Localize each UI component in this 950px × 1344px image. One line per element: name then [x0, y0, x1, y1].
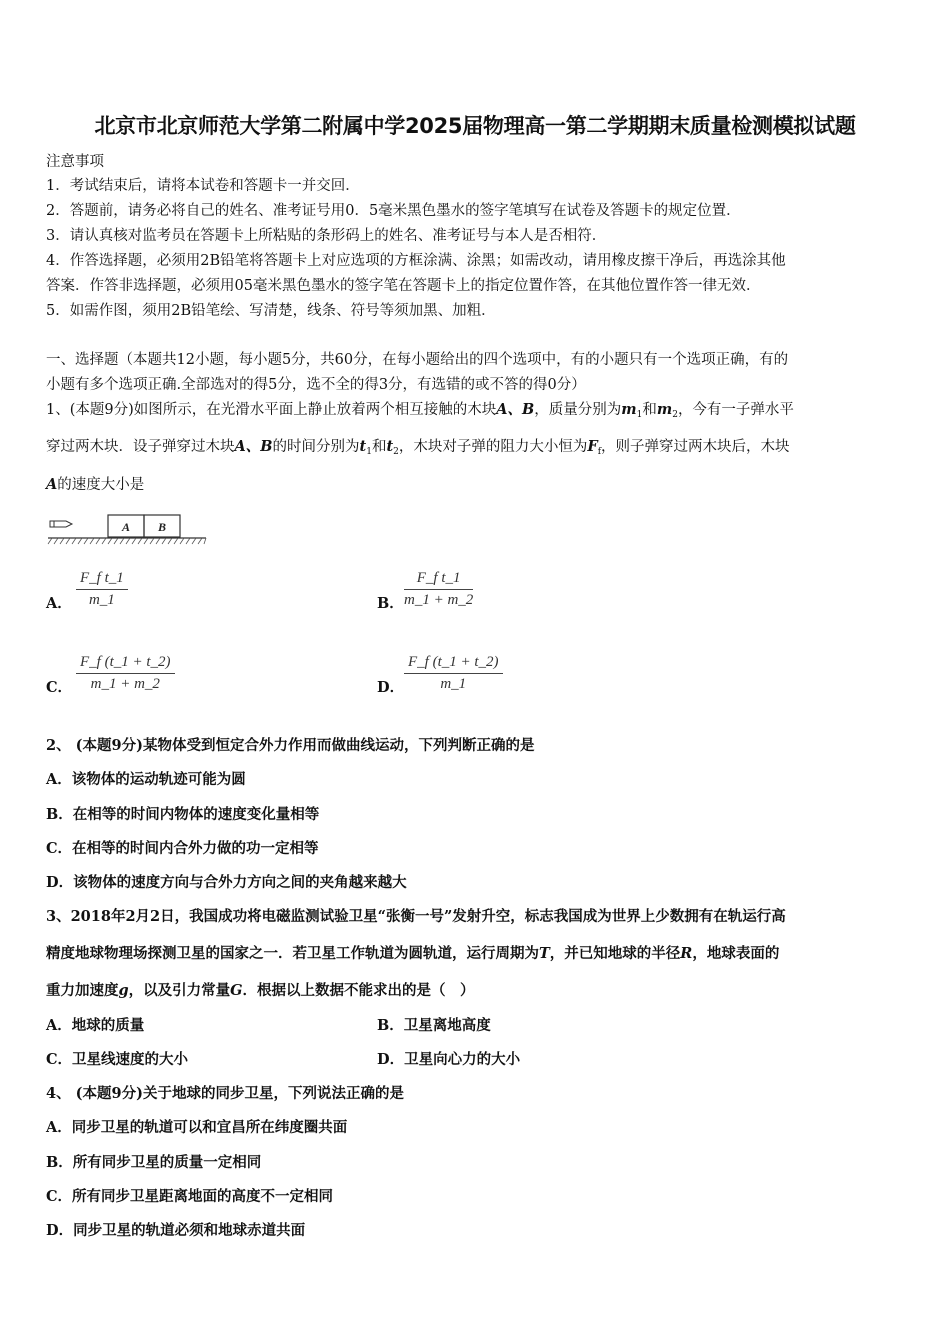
q2-stem: 2、 (本题9分)某物体受到恒定合外力作用而做曲线运动，下列判断正确的是 — [46, 737, 535, 754]
fraction-numerator: F_f t_1 — [80, 570, 124, 586]
page-title: 北京市北京师范大学第二附属中学2025届物理高一第二学期期末质量检测模拟试题 — [94, 114, 856, 138]
notice-item: 5．如需作图，须用2B铅笔绘、写清楚，线条、符号等须加黑、加粗． — [46, 303, 496, 319]
q1-stem-line2: 穿过两木块．设子弹穿过木块A、B的时间分别为$t_1$和$t_2$，木块对子弹的阻力大小恒为$F_f$，则子弹穿过两木块后，木块 — [46, 438, 790, 457]
q1-stem-line1: 1、(本题9分)如图所示，在光滑水平面上静止放着两个相互接触的木块A、B，质量分别为$m_1$和$m_2$，今有一子弹水平 — [46, 401, 794, 420]
block-a-label: A — [121, 520, 131, 534]
bullet-icon — [50, 521, 72, 527]
q4-option-c: C．所有同步卫星距离地面的高度不一定相同 — [46, 1188, 334, 1205]
q1-stem-line3: A的速度大小是 — [46, 476, 145, 493]
notice-item: 2．答题前，请务必将自己的姓名、准考证号用0．5毫米黑色墨水的签字笔填写在试卷及答题卡的规定位置． — [46, 203, 741, 219]
q2-option-b: B．在相等的时间内物体的速度变化量相等 — [46, 806, 320, 823]
fraction-numerator: F_f (t_1 + t_2) — [408, 654, 499, 670]
q3-option-d: D．卫星向心力的大小 — [377, 1051, 521, 1068]
ground-hatching — [48, 538, 206, 544]
q3-stem-line2: 精度地球物理场探测卫星的国家之一．若卫星工作轨道为圆轨道，运行周期为T，并已知地球的半径R，地球表面的 — [46, 945, 780, 962]
notice-item: 3．请认真核对监考员在答题卡上所粘贴的条形码上的姓名、准考证号与本人是否相符． — [46, 228, 607, 244]
notice-item: 4．作答选择题，必须用2B铅笔将答题卡上对应选项的方框涂满、涂黑；如需改动，请用橡皮擦干净后，再选涂其他 — [46, 253, 786, 269]
notice-item: 答案．作答非选择题，必须用05毫米黑色墨水的签字笔在答题卡上的指定位置作答，在其他位置作答一律无效． — [46, 278, 761, 294]
q1-option-d-formula — [404, 654, 503, 693]
q1-option-b-label: B． — [377, 595, 404, 612]
q3-option-a: A．地球的质量 — [46, 1017, 145, 1034]
block-b-label: B — [157, 520, 167, 534]
q2-option-d: D．该物体的速度方向与合外力方向之间的夹角越来越大 — [46, 874, 407, 891]
q1-option-c-formula — [76, 654, 175, 693]
q4-option-d: D．同步卫星的轨道必须和地球赤道共面 — [46, 1222, 306, 1239]
q2-option-a: A．该物体的运动轨迹可能为圆 — [46, 771, 246, 788]
q3-option-c: C．卫星线速度的大小 — [46, 1051, 189, 1068]
notice-item: 1．考试结束后，请将本试卷和答题卡一并交回． — [46, 178, 360, 194]
section-heading-line1: 一、选择题（本题共12小题，每小题5分，共60分，在每小题给出的四个选项中，有的小题只有一个选项正确，有的 — [46, 352, 789, 368]
q1-option-a-label: A． — [46, 595, 72, 612]
fraction-denominator: m_1 — [440, 676, 467, 692]
q1-option-c-label: C． — [46, 679, 73, 696]
q1-option-a-formula — [76, 570, 128, 609]
fraction-denominator: m_1 + m_2 — [404, 592, 474, 608]
section-heading-line2: 小题有多个选项正确.全部选对的得5分，选不全的得3分，有选错的或不答的得0分） — [46, 377, 586, 393]
q1-option-d-label: D． — [377, 679, 405, 696]
q3-stem-line3: 重力加速度g，以及引力常量G．根据以上数据不能求出的是（ ） — [46, 982, 475, 999]
q3-option-b: B．卫星离地高度 — [377, 1017, 491, 1034]
q1-figure — [46, 510, 216, 548]
q3-stem-line1: 3、2018年2月2日，我国成功将电磁监测试验卫星“张衡一号”发射升空，标志我国成为世界上少数拥有在轨运行高 — [46, 908, 786, 925]
fraction-denominator: m_1 — [88, 592, 115, 608]
q1-option-b-formula — [404, 570, 473, 609]
q4-stem: 4、 (本题9分)关于地球的同步卫星，下列说法正确的是 — [46, 1085, 404, 1102]
fraction-denominator: m_1 + m_2 — [90, 676, 160, 692]
fraction-numerator: F_f t_1 — [416, 570, 461, 586]
q4-option-a: A．同步卫星的轨道可以和宜昌所在纬度圈共面 — [46, 1119, 348, 1136]
fraction-numerator: F_f (t_1 + t_2) — [80, 654, 171, 670]
q2-option-c: C．在相等的时间内合外力做的功一定相等 — [46, 840, 319, 857]
q4-option-b: B．所有同步卫星的质量一定相同 — [46, 1154, 262, 1171]
notice-heading: 注意事项 — [46, 154, 104, 170]
